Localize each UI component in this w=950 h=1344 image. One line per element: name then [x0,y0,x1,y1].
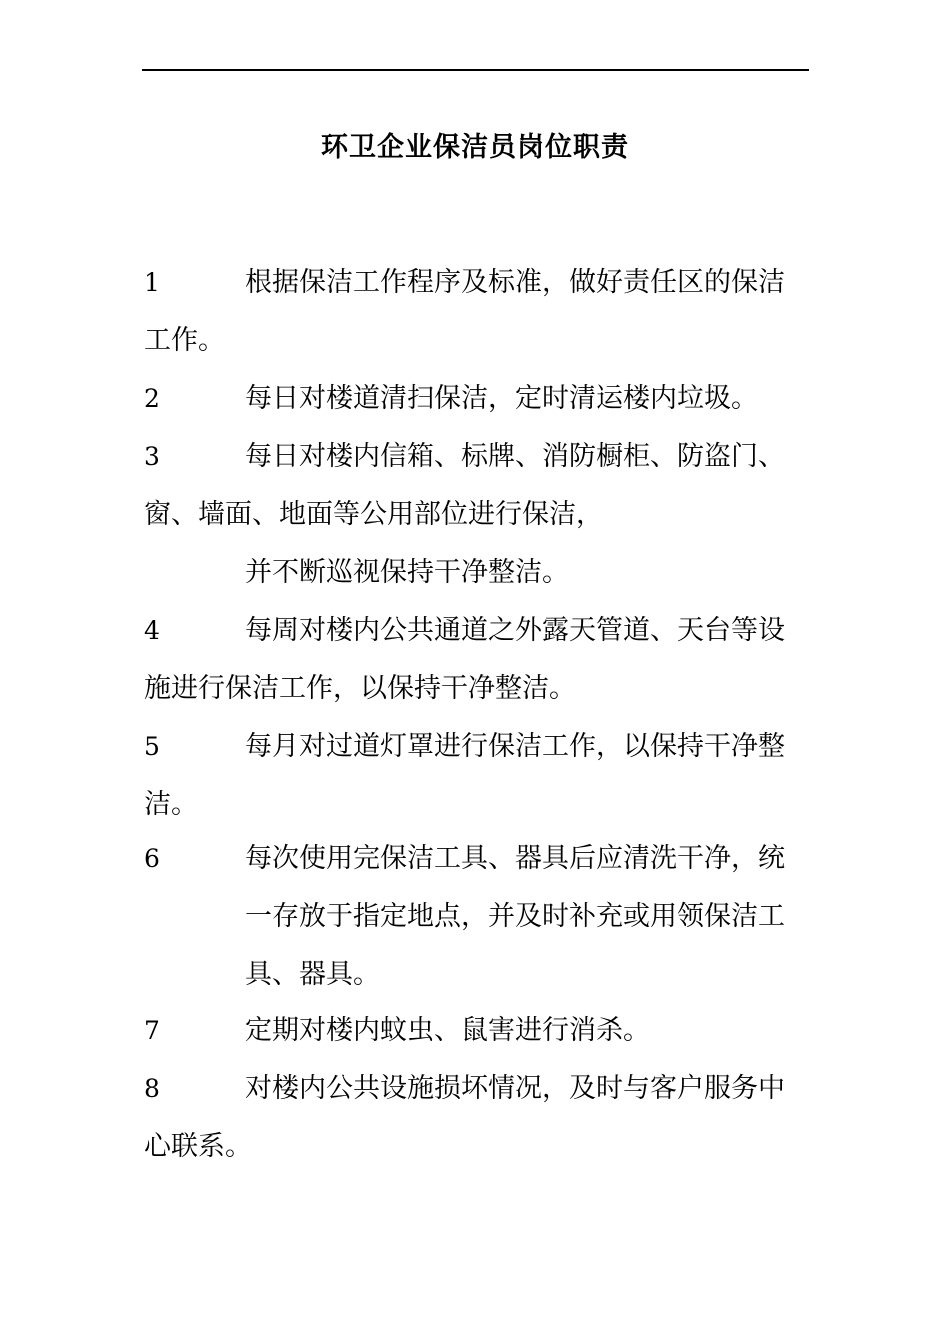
list-item [0,602,950,718]
item-number: 4 [144,616,160,645]
item-number: 3 [144,442,160,471]
item-text-line: 窗、墙面、地面等公用部位进行保洁， [144,499,603,530]
item-text-line: 洁。 [144,789,198,820]
list-item [0,370,950,428]
page-title: 环卫企业保洁员岗位职责 [321,132,629,163]
item-number: 1 [144,268,160,297]
item-text-line: 每月对过道灯罩进行保洁工作，以保持干净整 [245,731,785,762]
item-text-line: 并不断巡视保持干净整洁。 [245,557,569,588]
list-item [0,254,950,370]
list-item [0,1002,950,1060]
item-text-line: 根据保洁工作程序及标准，做好责任区的保洁 [245,267,785,298]
item-text-line: 具、器具。 [245,959,380,990]
item-text-line: 一存放于指定地点，并及时补充或用领保洁工 [245,901,785,932]
item-text-line: 每周对楼内公共通道之外露天管道、天台等设 [245,615,785,646]
list-item [0,1060,950,1176]
item-text-line: 施进行保洁工作，以保持干净整洁。 [144,673,576,704]
item-text-line: 心联系。 [144,1131,252,1162]
item-number: 6 [144,844,160,873]
item-number: 2 [144,384,160,413]
header-rule [142,69,809,71]
item-text-line: 定期对楼内蚊虫、鼠害进行消杀。 [245,1015,650,1046]
item-text-line: 工作。 [144,325,225,356]
item-text-line: 每日对楼道清扫保洁，定时清运楼内垃圾。 [245,383,758,414]
list-item [0,428,950,602]
item-number: 5 [144,732,160,761]
list-item [0,830,950,1004]
list-item [0,718,950,834]
item-number: 8 [144,1074,160,1103]
item-text-line: 每日对楼内信箱、标牌、消防橱柜、防盗门、 [245,441,785,472]
item-text-line: 每次使用完保洁工具、器具后应清洗干净，统 [245,843,785,874]
item-number: 7 [144,1016,160,1045]
item-text-line: 对楼内公共设施损坏情况，及时与客户服务中 [245,1073,785,1104]
